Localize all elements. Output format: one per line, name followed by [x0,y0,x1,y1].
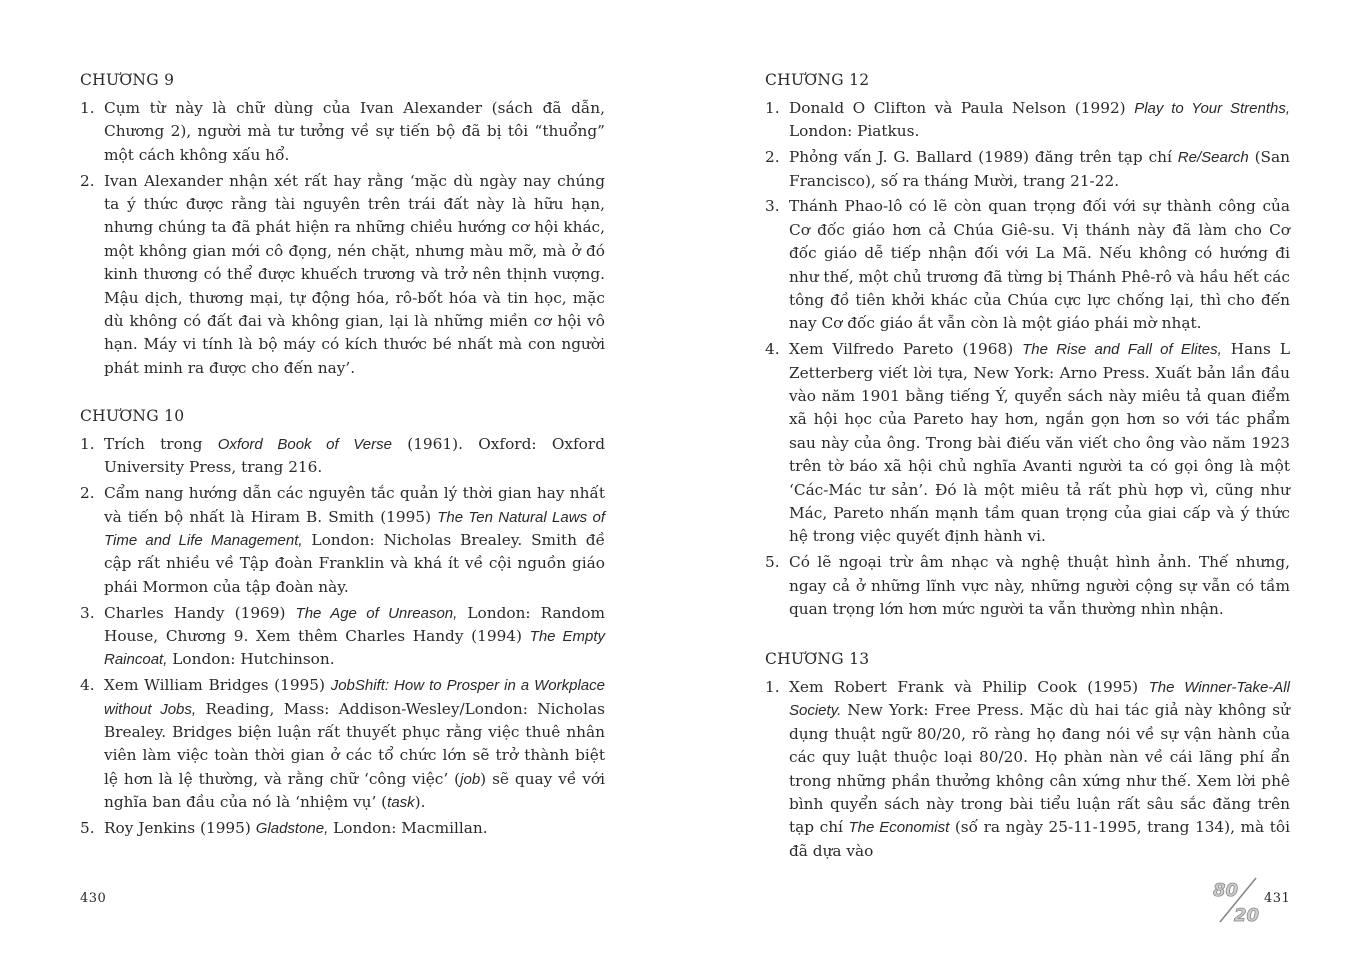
chapter-heading: CHƯƠNG 10 [80,407,185,425]
note-text: Phỏng vấn J. G. Ballard (1989) đăng trên tạp chí [789,148,1178,167]
note-text: London: Macmillan. [328,819,488,838]
page-number: 431 [1264,891,1291,906]
notes-list [765,676,1290,863]
note-number: 3. [80,603,95,622]
right-page [765,0,1290,969]
note-text: (1961). Oxford: Oxford University Press, trang 216. [104,435,605,477]
note-text: Cụm từ này là chữ dùng của Ivan Alexander (sách đã dẫn, Chương 2), người mà tư tưởng về sự tiến bộ đã bị tôi “thuổng” một cách không xấu hổ. [104,99,605,164]
note-number: 5. [765,553,780,572]
note-text: Donald O Clifton và Paula Nelson (1992) [789,99,1135,117]
note-text: London: Piatkus. [789,122,920,141]
notes-list [80,97,605,380]
italic-title: task [387,794,415,812]
note-number: 5. [80,819,95,838]
logo-bottom-number: 20 [1234,905,1260,924]
note-item [765,97,1290,144]
italic-title: The Age of Unreason, [295,604,458,622]
note-item [80,482,605,599]
chapter-heading: CHƯƠNG 13 [765,650,870,668]
chapter-heading: CHƯƠNG 9 [80,71,175,89]
note-item [765,676,1290,863]
chapter-section [765,69,1290,624]
note-item [80,170,605,381]
italic-title: The Rise and Fall of Elites, [1022,341,1222,359]
note-number: 1. [765,99,780,117]
italic-title: job [460,770,481,788]
note-text: Reading, Mass: Addison-Wesley/London: Nicholas Brealey. Bridges biện luận rất thuyết phục rằng việc thuê nhân viên làm việc toàn thời gian ở các tổ chức lớn sẽ trở thành biệt lệ hơn là lệ thường, và rằng chữ ‘công việc’ ( [104,699,606,788]
notes-list [765,97,1290,622]
note-text: Xem Robert Frank và Philip Cook (1995) [789,678,1149,696]
italic-title: Gladstone, [255,820,329,838]
note-text: Cẩm nang hướng dẫn các nguyên tắc quản lý thời gian hay nhất và tiến bộ nhất là Hiram B. Smith (1995) [104,484,605,526]
note-text: Hans L Zetterberg viết lời tựa, New York: Arno Press. Xuất bản lần đầu vào năm 1901 bằng tiếng Ý, quyển sách này miêu tả quan điểm xã hội học của Pareto hay hơn, ngắn gọn hơn so với tác phẩm sau này của ông. Trong bài điếu văn viết cho ông vào năm 1923 trên tờ báo xã hội chủ nghĩa Avanti người ta có gọi ông là một ‘Các-Mác tư sản’. Đó là một miêu tả rất phù hợp vì, cũng như Mác, Pareto nhấn mạnh tầm quan trọng của giai cấp và ý thức hệ trong việc quyết định hành vi. [789,340,1290,546]
note-text: Thánh Phao-lô có lẽ còn quan trọng đối với sự thành công của Cơ đốc giáo hơn cả Chúa Giê-su. Vị thánh này đã làm cho Cơ đốc giáo dễ tiếp nhận đối với La Mã. Nếu không có hướng đi như thế, một chủ trương đã từng bị Thánh Phê-rô và hầu hết các tông đồ tiên khởi khác của Chúa cực lực chống lại, thì cho đến nay Cơ đốc giáo ắt vẫn còn là một giáo phái mờ nhạt. [789,197,1290,333]
note-text: Xem Vilfredo Pareto (1968) [789,340,1023,359]
note-item [765,195,1290,335]
note-text: ). [414,793,426,812]
italic-title: The Winner-Take-All Society. [789,679,1290,720]
note-item [80,674,605,814]
note-number: 3. [765,197,780,216]
note-number: 1. [765,678,780,696]
italic-title: The Economist [848,819,950,837]
note-item [80,602,605,672]
note-number: 2. [80,171,95,190]
italic-title: The Ten Natural Laws of Time and Life Management, [104,508,605,550]
note-text: Có lẽ ngoại trừ âm nhạc và nghệ thuật hình ảnh. Thế nhưng, ngay cả ở những lĩnh vực này, những người cộng sự vẫn có tầm quan trọng lớn hơn mức người ta vẫn thường nhìn nhận. [789,553,1290,619]
logo-top-number: 80 [1213,880,1239,901]
note-text: Xem William Bridges (1995) [104,676,331,695]
note-item [765,338,1290,549]
note-item [80,817,605,840]
note-text: Roy Jenkins (1995) [104,819,256,838]
italic-title: Play to Your Strenths, [1134,100,1290,117]
note-item [80,433,605,480]
book-logo-80-20 [1210,876,1264,924]
chapter-heading: CHƯƠNG 12 [765,71,870,89]
note-item [765,551,1290,621]
chapter-section [765,648,1290,866]
note-number: 1. [80,99,95,117]
note-item [80,97,605,167]
italic-title: Re/Search [1177,149,1249,167]
chapter-section [80,405,605,843]
note-text: Trích trong [104,435,218,453]
note-text: (số ra ngày 25-11-1995, trang 134), mà tôi đã dựa vào [789,818,1290,860]
note-text: Charles Handy (1969) [104,603,296,622]
italic-title: The Empty Raincoat, [104,628,605,669]
note-number: 2. [765,148,780,167]
note-number: 1. [80,435,95,453]
note-text: London: Hutchinson. [167,650,335,669]
note-item [765,146,1290,193]
note-text: ) sẽ quay về với nghĩa ban đầu của nó là ‘nhiệm vụ’ ( [104,769,605,812]
page-number: 430 [80,891,107,906]
note-text: Ivan Alexander nhận xét rất hay rằng ‘mặc dù ngày nay chúng ta ý thức được rằng tài nguyên trên trái đất này là hữu hạn, nhưng chúng ta đã phát hiện ra những chiều hướng cơ hội khác, một không gian mới cô đọng, nén chặt, nhưng màu mỡ, mà ở đó kinh thương có thể được khuếch trương và trở nên thịnh vượng. Mậu dịch, thương mại, tự động hóa, rô-bốt hóa và tin học, mặc dù không có đất đai và không gian, lại là những miền cơ hội vô hạn. Máy vi tính là bộ máy có kích thước bé nhất mà con người phát minh ra được cho đến nay’. [104,171,605,377]
note-number: 4. [765,340,780,359]
note-number: 2. [80,484,95,503]
chapter-section [80,69,605,383]
left-page [80,0,605,969]
italic-title: Oxford Book of Verse [217,436,392,453]
note-text: New York: Free Press. Mặc dù hai tác giả này không sử dụng thuật ngữ 80/20, rõ ràng họ đang nói về sự vận hành của các quy luật thuộc loại 80/20. Họ phàn nàn về cái lãng phí ẩn trong những phần thưởng không cân xứng như thế. Xem lời phê bình quyển sách này trong bài tiểu luận rất sâu sắc đăng trên tạp chí [789,701,1290,837]
note-text: London: Nicholas Brealey. Smith đề cập rất nhiều về Tập đoàn Franklin và khá ít về cội nguồn giáo phái Mormon của tập đoàn này. [104,531,605,596]
note-text: London: Random House, Chương 9. Xem thêm Charles Handy (1994) [104,603,605,646]
note-text: (San Francisco), số ra tháng Mười, trang 21-22. [789,148,1290,190]
notes-list [80,433,605,840]
note-number: 4. [80,676,95,695]
italic-title: JobShift: How to Prosper in a Workplace without Jobs, [104,677,605,718]
